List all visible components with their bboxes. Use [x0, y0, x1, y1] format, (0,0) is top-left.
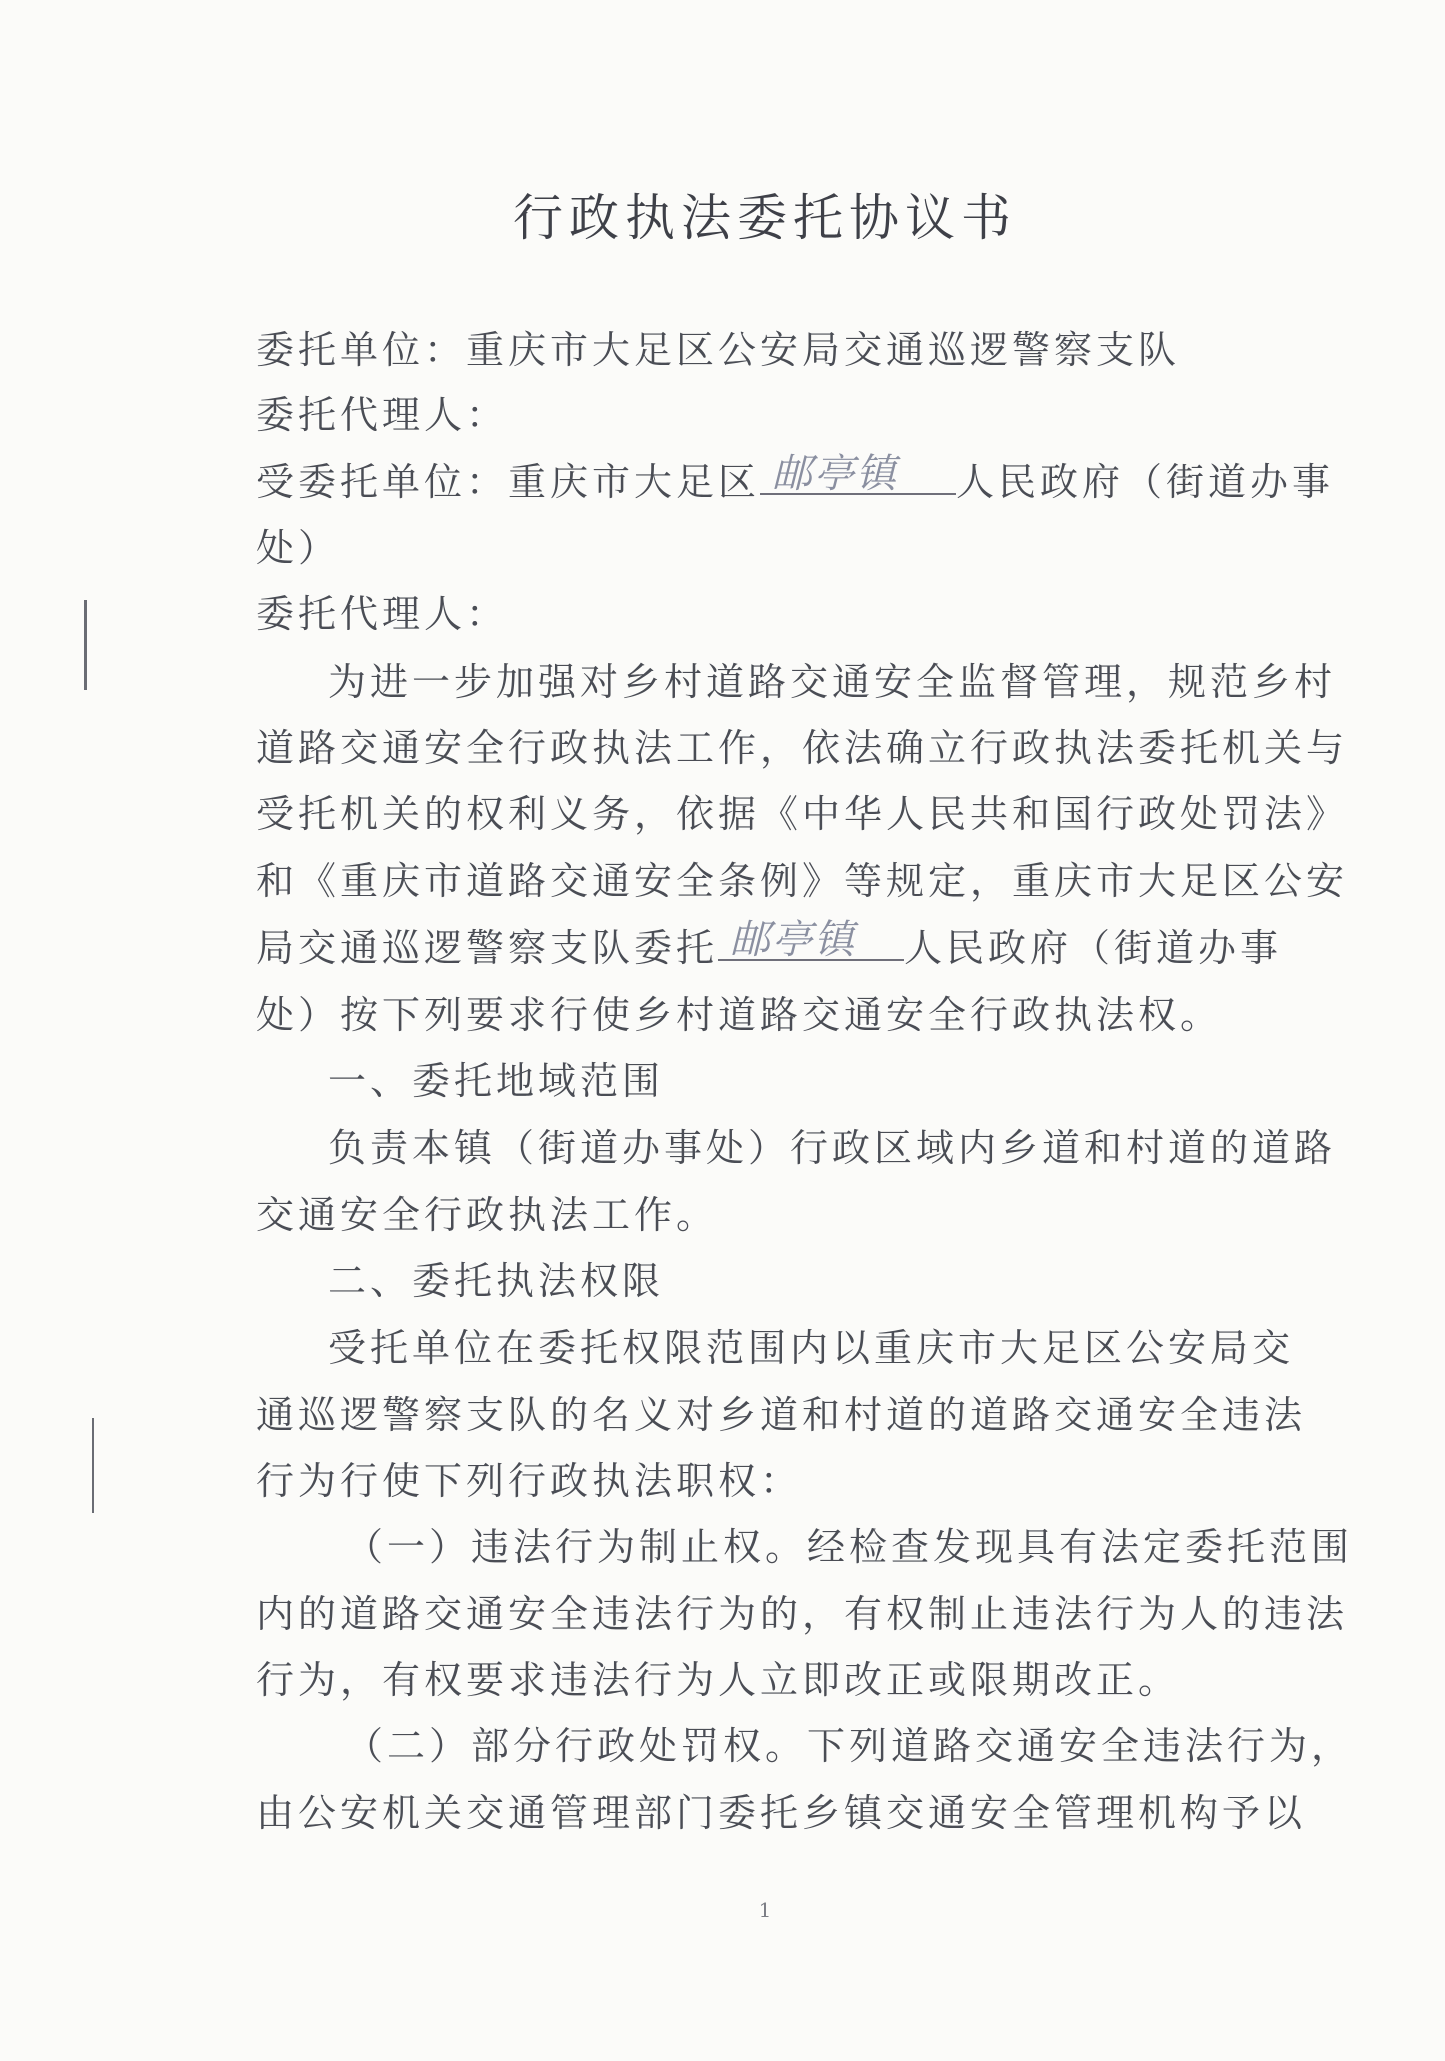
paragraph-line: 负责本镇（街道办事处）行政区域内乡道和村道的道路 [328, 1126, 1337, 1170]
paragraph-line: 受托机关的权利义务，依据《中华人民共和国行政处罚法》 [256, 792, 1349, 836]
paragraph-line: 行为，有权要求违法行为人立即改正或限期改正。 [256, 1658, 1181, 1702]
paragraph-line: 受托单位在委托权限范围内以重庆市大足区公安局交 [328, 1326, 1295, 1370]
entrusted-unit-cont: 处） [256, 526, 341, 570]
paragraph-line: 通巡逻警察支队的名义对乡道和村道的道路交通安全违法 [256, 1393, 1307, 1437]
paragraph-prefix: 局交通巡逻警察支队委托 [256, 926, 719, 970]
paragraph-line: 道路交通安全行政执法工作，依法确立行政执法委托机关与 [256, 726, 1349, 770]
handwritten-fill: 邮亭镇 [730, 917, 857, 963]
entrust-unit-value: 重庆市大足区公安局交通巡逻警察支队 [466, 328, 1181, 372]
paragraph-line [256, 917, 1283, 973]
entrusted-unit-prefix: 受委托单位：重庆市大足区 [256, 460, 761, 504]
entrust-agent-line-1: 委托代理人： [256, 393, 509, 437]
entrusted-unit-blank [760, 451, 956, 497]
paragraph-suffix: 人民政府（街道办事 [904, 926, 1283, 970]
entrusted-unit-suffix: 人民政府（街道办事 [956, 460, 1335, 504]
paragraph-line: 处）按下列要求行使乡村道路交通安全行政执法权。 [256, 993, 1223, 1037]
paragraph-line: （一）违法行为制止权。经检查发现具有法定委托范围 [345, 1525, 1354, 1569]
entrust-agent-line-2: 委托代理人： [256, 592, 509, 636]
entrusted-unit-line [256, 451, 1335, 507]
scan-mark [84, 600, 87, 690]
paragraph-line: 为进一步加强对乡村道路交通安全监督管理，规范乡村 [328, 660, 1337, 704]
entrust-unit-line [256, 325, 1180, 375]
handwritten-fill: 邮亭镇 [772, 451, 899, 497]
scan-mark [92, 1418, 94, 1513]
entrust-unit-label: 委托单位： [256, 328, 467, 372]
entrusted-unit-blank [718, 917, 904, 963]
page-number: 1 [758, 1898, 772, 1922]
paragraph-line: 和《重庆市道路交通安全条例》等规定，重庆市大足区公安 [256, 859, 1349, 903]
section-heading: 一、委托地域范围 [328, 1059, 665, 1103]
section-heading: 二、委托执法权限 [328, 1259, 665, 1303]
paragraph-line: 交通安全行政执法工作。 [256, 1193, 719, 1237]
paragraph-line: 由公安机关交通管理部门委托乡镇交通安全管理机构予以 [256, 1791, 1307, 1835]
paragraph-line: 内的道路交通安全违法行为的，有权制止违法行为人的违法 [256, 1592, 1349, 1636]
paragraph-line: 行为行使下列行政执法职权： [256, 1459, 803, 1503]
paragraph-line: （二）部分行政处罚权。下列道路交通安全违法行为， [345, 1724, 1354, 1768]
document-title: 行政执法委托协议书 [513, 189, 1017, 247]
